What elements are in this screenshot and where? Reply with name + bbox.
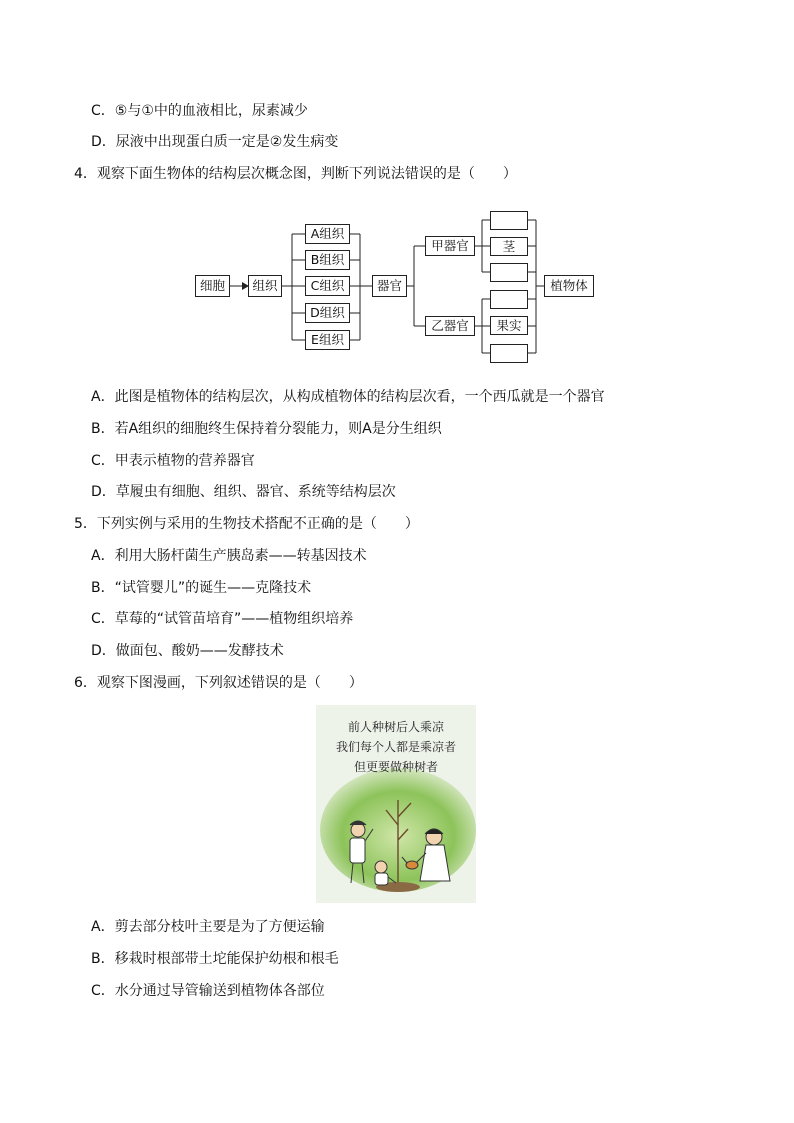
q5-option-a: A．利用大肠杆菌生产胰岛素——转基因技术 (91, 548, 367, 564)
comic-illustration (316, 705, 476, 903)
q6-option-a: A．剪去部分枝叶主要是为了方便运输 (91, 919, 325, 935)
q6-option-b: B．移栽时根部带土坨能保护幼根和根毛 (91, 951, 339, 967)
q6-option-c: C．水分通过导管输送到植物体各部位 (91, 983, 325, 999)
q4-option-c: C．甲表示植物的营养器官 (91, 453, 255, 469)
q4-option-b: B．若A组织的细胞终生保持着分裂能力，则A是分生组织 (91, 421, 442, 437)
q5-option-d: D．做面包、酸奶——发酵技术 (91, 643, 284, 659)
q5-option-b: B．“试管婴儿”的诞生——克隆技术 (91, 580, 312, 596)
tissue-e-box: E组织 (305, 330, 350, 350)
organ-b-box: 乙器官 (425, 316, 475, 336)
q5-stem: 5．下列实例与采用的生物技术搭配不正确的是（ ） (74, 516, 419, 532)
q3-option-c: C．⑤与①中的血液相比，尿素减少 (91, 103, 308, 119)
comic-line-3: 但更要做种树者 (353, 760, 439, 774)
q4-option-d: D．草履虫有细胞、组织、器官、系统等结构层次 (91, 484, 396, 500)
structure-level-diagram (192, 205, 602, 355)
blank-box-1 (490, 211, 528, 230)
tissue-box: 组织 (248, 275, 282, 297)
q4-option-a: A．此图是植物体的结构层次，从构成植物体的结构层次看，一个西瓜就是一个器官 (91, 389, 605, 405)
tree-planting-comic (316, 705, 476, 903)
organ-a-box: 甲器官 (425, 236, 475, 256)
cell-box: 细胞 (195, 275, 230, 297)
tissue-c-box: C组织 (305, 276, 350, 296)
tissue-b-box: B组织 (305, 250, 350, 270)
plant-box: 植物体 (544, 275, 594, 297)
q3-option-d: D．尿液中出现蛋白质一定是②发生病变 (91, 134, 339, 150)
tissue-d-box: D组织 (305, 303, 350, 323)
comic-line-1: 前人种树后人乘凉 (347, 720, 445, 734)
blank-box-2 (490, 263, 528, 282)
fruit-box: 果实 (490, 316, 528, 335)
comic-line-2: 我们每个人都是乘凉者 (335, 740, 457, 754)
q6-stem: 6．观察下图漫画，下列叙述错误的是（ ） (74, 675, 363, 691)
stem-box: 茎 (490, 237, 528, 256)
tissue-a-box: A组织 (305, 224, 350, 244)
q4-stem: 4．观察下面生物体的结构层次概念图，判断下列说法错误的是（ ） (74, 166, 517, 182)
blank-box-3 (490, 290, 528, 309)
blank-box-4 (490, 344, 528, 363)
q5-option-c: C．草莓的“试管苗培育”——植物组织培养 (91, 611, 354, 627)
organ-box: 器官 (372, 275, 407, 297)
